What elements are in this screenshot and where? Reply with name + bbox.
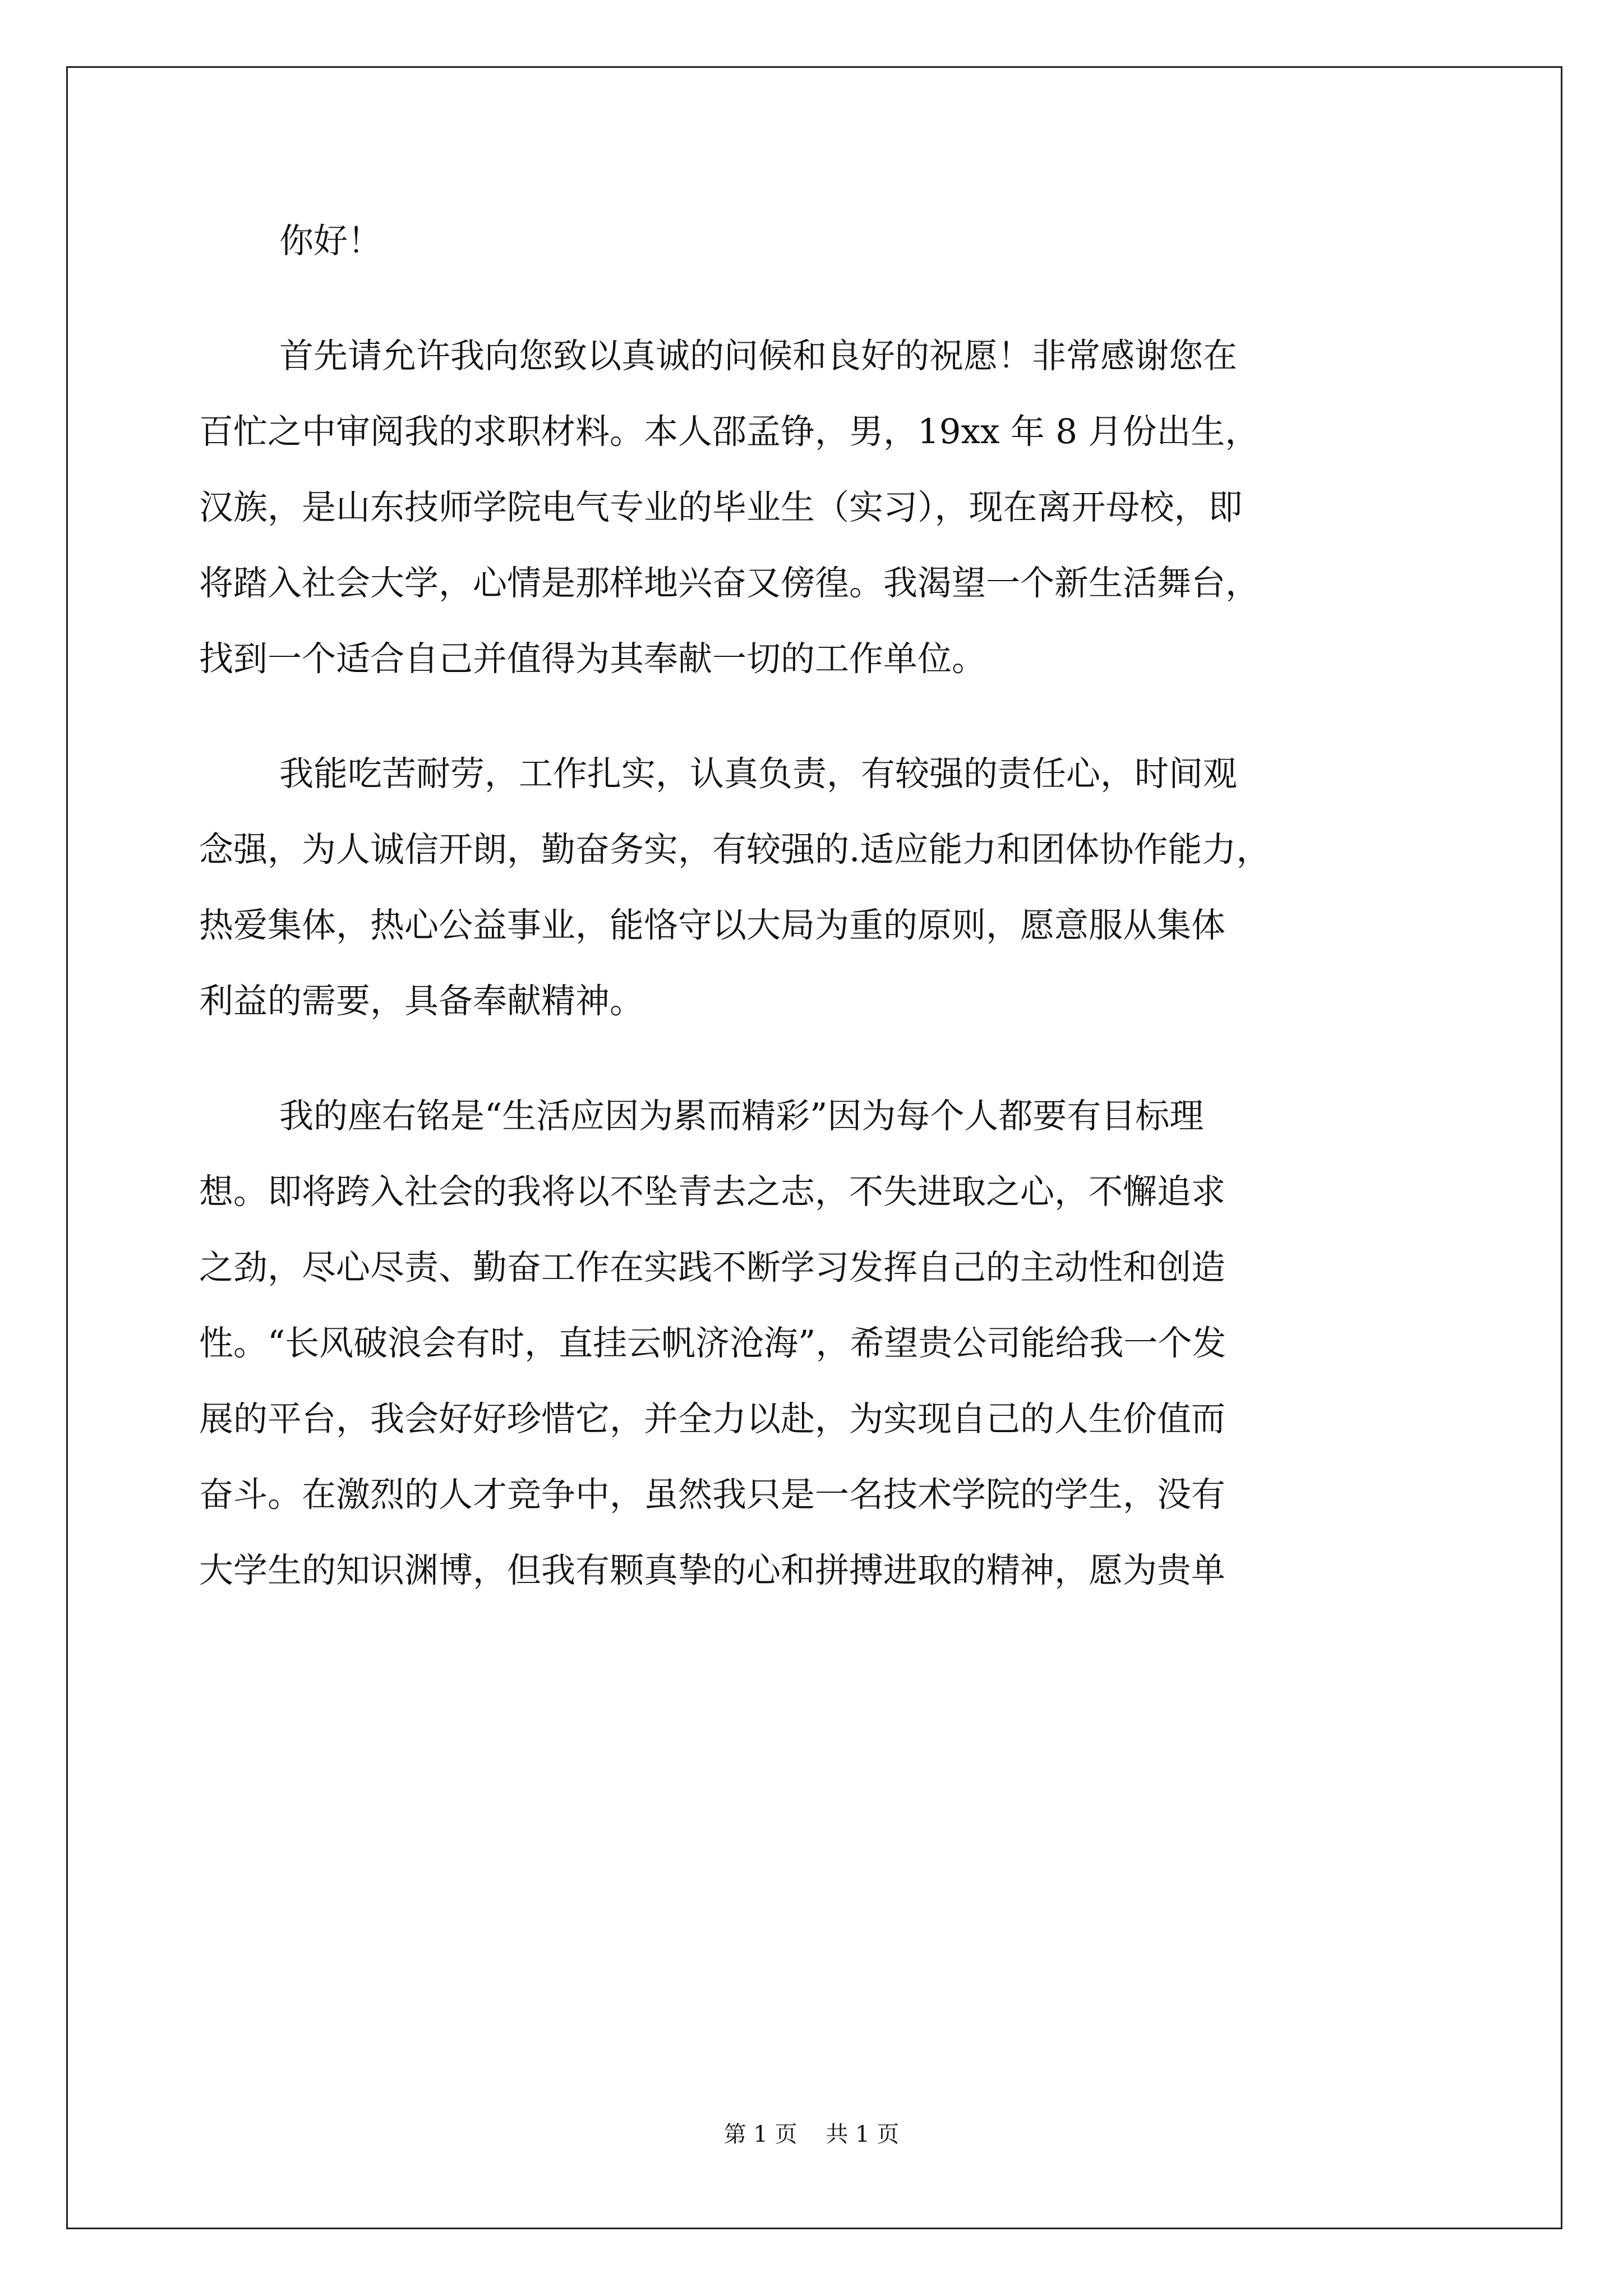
text-line: 我的座右铭是“生活应因为累而精彩”因为每个人都要有目标理 bbox=[279, 1096, 1204, 1136]
text-line: 念强，为人诚信开朗，勤奋务实，有较强的.适应能力和团体协作能力， bbox=[199, 830, 1271, 869]
text-line: 想。即将跨入社会的我将以不坠青去之志，不失进取之心，不懈追求 bbox=[199, 1172, 1226, 1212]
text-line: 首先请允许我向您致以真诚的问候和良好的祝愿！非常感谢您在 bbox=[279, 336, 1238, 376]
text-line: 汉族，是山东技师学院电气专业的毕业生（实习），现在离开母校，即 bbox=[199, 487, 1243, 527]
text-line: 展的平台，我会好好珍惜它，并全力以赴，为实现自己的人生价值而 bbox=[199, 1399, 1226, 1439]
text-line: 我能吃苦耐劳，工作扎实，认真负责，有较强的责任心，时间观 bbox=[279, 754, 1238, 794]
text-line: 奋斗。在激烈的人才竞争中，虽然我只是一名技术学院的学生，没有 bbox=[199, 1475, 1226, 1515]
text-line: 大学生的知识渊博，但我有颗真挚的心和拼搏进取的精神，愿为贵单 bbox=[199, 1550, 1226, 1590]
text-line: 性。“长风破浪会有时，直挂云帆济沧海”，希望贵公司能给我一个发 bbox=[199, 1323, 1227, 1363]
page-frame bbox=[66, 66, 1562, 2229]
text-line: 之劲，尽心尽责、勤奋工作在实践不断学习发挥自己的主动性和创造 bbox=[199, 1248, 1226, 1287]
greeting: 你好！ bbox=[279, 221, 382, 261]
page-number-footer: 第 1 页 共 1 页 bbox=[723, 2122, 900, 2147]
text-line: 百忙之中审阅我的求职材料。本人邵孟铮，男，19xx 年 8 月份出生， bbox=[199, 412, 1260, 452]
text-line: 热爱集体，热心公益事业，能恪守以大局为重的原则，愿意服从集体 bbox=[199, 905, 1226, 945]
text-line: 找到一个适合自己并值得为其奉献一切的工作单位。 bbox=[199, 639, 986, 679]
text-line: 将踏入社会大学，心情是那样地兴奋又傍徨。我渴望一个新生活舞台， bbox=[199, 563, 1260, 603]
text-line: 利益的需要，具备奉献精神。 bbox=[199, 981, 644, 1021]
